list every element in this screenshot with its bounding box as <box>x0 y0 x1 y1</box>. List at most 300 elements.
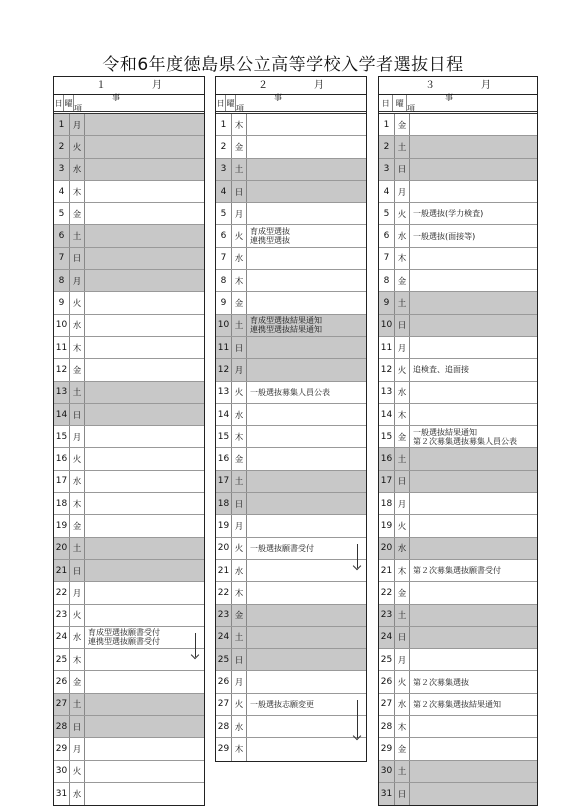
day-number: 31 <box>379 783 395 805</box>
event-cell <box>410 359 537 380</box>
day-number: 6 <box>54 225 70 246</box>
weekday: 土 <box>232 471 247 492</box>
event-cell <box>247 248 366 269</box>
weekday: 金 <box>232 605 247 626</box>
table-row <box>379 225 537 247</box>
weekday-header: 曜 <box>64 95 74 111</box>
table-row <box>379 426 537 448</box>
table-row <box>216 493 366 515</box>
weekday: 木 <box>232 270 247 291</box>
table-row <box>54 181 204 203</box>
table-row <box>54 761 204 783</box>
event-cell <box>85 538 204 559</box>
day-number: 12 <box>379 359 395 380</box>
event-cell <box>85 448 204 469</box>
event-text: 一般選抜(学力検査) <box>413 209 484 219</box>
event-header-label: 事 項 <box>407 93 537 113</box>
day-number: 10 <box>379 315 395 336</box>
table-row <box>379 783 537 805</box>
weekday: 金 <box>232 448 247 469</box>
day-number: 15 <box>379 426 395 447</box>
table-row <box>379 605 537 627</box>
event-cell <box>247 716 366 737</box>
day-number: 11 <box>379 337 395 358</box>
day-number: 3 <box>216 159 232 180</box>
table-row <box>54 515 204 537</box>
day-number: 4 <box>379 181 395 202</box>
event-cell <box>85 114 204 135</box>
weekday: 金 <box>395 426 410 447</box>
weekday: 金 <box>70 359 85 380</box>
event-cell <box>247 315 366 336</box>
table-row <box>54 716 204 738</box>
event-cell <box>85 493 204 514</box>
event-header <box>407 95 537 111</box>
table-row <box>54 203 204 225</box>
day-number: 10 <box>216 315 232 336</box>
event-cell <box>410 292 537 313</box>
day-number: 3 <box>54 159 70 180</box>
weekday: 月 <box>70 270 85 291</box>
day-number: 28 <box>54 716 70 737</box>
day-number: 20 <box>216 538 232 559</box>
day-number: 9 <box>379 292 395 313</box>
table-row <box>54 738 204 760</box>
weekday: 日 <box>395 471 410 492</box>
weekday: 火 <box>395 515 410 536</box>
table-row <box>54 315 204 337</box>
day-number: 15 <box>54 426 70 447</box>
table-row <box>216 671 366 693</box>
month-heading: ３ 月 <box>379 77 537 95</box>
weekday: 火 <box>70 605 85 626</box>
day-number: 23 <box>379 605 395 626</box>
calendar-january <box>53 76 205 806</box>
event-cell <box>410 538 537 559</box>
table-row <box>54 114 204 136</box>
weekday: 日 <box>232 337 247 358</box>
weekday: 土 <box>70 694 85 715</box>
weekday: 日 <box>395 627 410 648</box>
day-number: 17 <box>216 471 232 492</box>
day-number: 15 <box>216 426 232 447</box>
event-cell <box>85 203 204 224</box>
table-row <box>216 136 366 158</box>
day-number: 31 <box>54 783 70 805</box>
table-row <box>216 159 366 181</box>
table-row <box>379 315 537 337</box>
weekday: 木 <box>232 738 247 760</box>
event-cell <box>247 404 366 425</box>
table-row <box>54 649 204 671</box>
table-row <box>54 694 204 716</box>
day-number: 29 <box>216 738 232 760</box>
day-number: 27 <box>54 694 70 715</box>
weekday: 水 <box>232 560 247 581</box>
table-row <box>216 337 366 359</box>
weekday: 水 <box>70 159 85 180</box>
table-row <box>379 493 537 515</box>
event-cell <box>85 270 204 291</box>
event-cell <box>85 671 204 692</box>
weekday: 月 <box>395 337 410 358</box>
table-row <box>379 270 537 292</box>
weekday: 火 <box>232 382 247 403</box>
day-number: 27 <box>379 694 395 715</box>
table-row <box>216 248 366 270</box>
day-number: 28 <box>379 716 395 737</box>
day-number: 9 <box>54 292 70 313</box>
day-number: 6 <box>216 225 232 246</box>
event-cell <box>410 493 537 514</box>
event-cell <box>85 605 204 626</box>
event-header-label: 事 項 <box>236 93 366 113</box>
table-row <box>216 582 366 604</box>
event-cell <box>85 315 204 336</box>
weekday: 火 <box>70 448 85 469</box>
day-number: 21 <box>216 560 232 581</box>
day-number: 24 <box>216 627 232 648</box>
day-number: 27 <box>216 694 232 715</box>
event-cell <box>410 560 537 581</box>
table-row <box>54 783 204 805</box>
table-row <box>379 627 537 649</box>
day-number: 25 <box>216 649 232 670</box>
event-cell <box>247 627 366 648</box>
weekday: 月 <box>395 649 410 670</box>
table-row <box>216 114 366 136</box>
calendar-february <box>215 76 367 762</box>
weekday: 木 <box>70 649 85 670</box>
table-row <box>54 493 204 515</box>
day-number: 5 <box>216 203 232 224</box>
event-cell <box>410 203 537 224</box>
column-header <box>54 95 204 114</box>
weekday: 金 <box>395 582 410 603</box>
day-number: 8 <box>54 270 70 291</box>
weekday: 日 <box>232 181 247 202</box>
day-number: 18 <box>379 493 395 514</box>
table-row <box>379 738 537 760</box>
event-cell <box>410 404 537 425</box>
weekday: 火 <box>395 203 410 224</box>
event-header-label: 事 項 <box>74 93 204 113</box>
event-cell <box>85 582 204 603</box>
table-row <box>379 292 537 314</box>
day-number: 5 <box>54 203 70 224</box>
event-text: 育成型選抜願書受付 連携型選抜願書受付 <box>88 628 160 647</box>
table-row <box>216 404 366 426</box>
table-row <box>54 448 204 470</box>
weekday: 水 <box>395 382 410 403</box>
event-text: 育成型選抜 連携型選抜 <box>250 227 290 246</box>
weekday: 木 <box>232 426 247 447</box>
table-row <box>216 292 366 314</box>
event-cell <box>410 783 537 805</box>
weekday: 日 <box>232 649 247 670</box>
weekday: 土 <box>70 538 85 559</box>
event-cell <box>247 493 366 514</box>
event-cell <box>410 671 537 692</box>
day-header: 日 <box>54 95 64 111</box>
event-cell <box>85 783 204 805</box>
weekday: 木 <box>395 560 410 581</box>
event-text: 第２次募集選抜 <box>413 677 469 687</box>
weekday: 月 <box>70 426 85 447</box>
event-cell <box>410 382 537 403</box>
event-cell <box>410 649 537 670</box>
table-row <box>379 136 537 158</box>
weekday: 土 <box>70 225 85 246</box>
event-cell <box>85 225 204 246</box>
weekday: 月 <box>70 114 85 135</box>
event-cell <box>247 270 366 291</box>
event-cell <box>410 761 537 782</box>
day-number: 13 <box>54 382 70 403</box>
table-row <box>54 426 204 448</box>
weekday: 水 <box>70 471 85 492</box>
day-number: 21 <box>54 560 70 581</box>
table-row <box>216 627 366 649</box>
weekday: 水 <box>232 716 247 737</box>
weekday: 木 <box>395 404 410 425</box>
weekday: 金 <box>395 114 410 135</box>
weekday: 火 <box>232 538 247 559</box>
day-number: 24 <box>379 627 395 648</box>
day-number: 9 <box>216 292 232 313</box>
table-row <box>54 225 204 247</box>
weekday: 土 <box>395 761 410 782</box>
table-row <box>379 560 537 582</box>
day-number: 19 <box>379 515 395 536</box>
weekday: 水 <box>232 404 247 425</box>
table-row <box>216 382 366 404</box>
event-cell <box>410 605 537 626</box>
event-cell <box>247 136 366 157</box>
day-number: 11 <box>216 337 232 358</box>
table-row <box>54 404 204 426</box>
event-cell <box>247 471 366 492</box>
table-row <box>379 448 537 470</box>
weekday: 水 <box>395 694 410 715</box>
table-row <box>54 159 204 181</box>
event-cell <box>85 382 204 403</box>
weekday: 土 <box>232 315 247 336</box>
event-cell <box>410 694 537 715</box>
weekday: 日 <box>395 315 410 336</box>
weekday: 土 <box>395 136 410 157</box>
table-row <box>54 471 204 493</box>
day-number: 25 <box>379 649 395 670</box>
table-row <box>216 315 366 337</box>
event-cell <box>85 181 204 202</box>
event-cell <box>247 426 366 447</box>
table-row <box>216 359 366 381</box>
day-number: 22 <box>379 582 395 603</box>
calendar-march <box>378 76 538 806</box>
day-number: 7 <box>216 248 232 269</box>
event-cell <box>410 248 537 269</box>
event-cell <box>85 404 204 425</box>
table-row <box>379 515 537 537</box>
event-cell <box>410 315 537 336</box>
event-cell <box>410 738 537 759</box>
day-number: 4 <box>54 181 70 202</box>
table-row <box>379 337 537 359</box>
table-row <box>216 225 366 247</box>
weekday: 木 <box>395 716 410 737</box>
table-row <box>379 248 537 270</box>
weekday: 木 <box>232 582 247 603</box>
event-header <box>236 95 366 111</box>
event-cell <box>247 114 366 135</box>
month-heading: ２ 月 <box>216 77 366 95</box>
weekday: 日 <box>70 716 85 737</box>
weekday: 木 <box>70 181 85 202</box>
table-row <box>379 359 537 381</box>
weekday-header: 曜 <box>226 95 236 111</box>
event-cell <box>85 738 204 759</box>
event-cell <box>247 292 366 313</box>
event-cell <box>85 337 204 358</box>
table-row <box>216 538 366 560</box>
table-row <box>379 203 537 225</box>
weekday: 月 <box>232 515 247 536</box>
event-cell <box>410 448 537 469</box>
table-row <box>379 159 537 181</box>
day-number: 4 <box>216 181 232 202</box>
table-row <box>379 716 537 738</box>
event-cell <box>410 270 537 291</box>
event-cell <box>247 382 366 403</box>
table-row <box>379 671 537 693</box>
table-row <box>216 203 366 225</box>
event-cell <box>85 716 204 737</box>
event-cell <box>410 582 537 603</box>
day-number: 29 <box>379 738 395 759</box>
event-cell <box>85 292 204 313</box>
weekday: 火 <box>70 292 85 313</box>
day-number: 23 <box>54 605 70 626</box>
day-number: 14 <box>54 404 70 425</box>
event-cell <box>410 159 537 180</box>
day-number: 1 <box>216 114 232 135</box>
day-number: 12 <box>54 359 70 380</box>
day-number: 23 <box>216 605 232 626</box>
event-cell <box>247 448 366 469</box>
day-number: 16 <box>216 448 232 469</box>
weekday: 水 <box>395 538 410 559</box>
event-cell <box>410 181 537 202</box>
table-row <box>54 382 204 404</box>
table-row <box>216 738 366 760</box>
table-row <box>379 471 537 493</box>
table-row <box>379 114 537 136</box>
weekday: 月 <box>395 181 410 202</box>
event-cell <box>247 671 366 692</box>
day-number: 22 <box>216 582 232 603</box>
day-number: 5 <box>379 203 395 224</box>
day-number: 20 <box>379 538 395 559</box>
weekday: 火 <box>395 359 410 380</box>
event-cell <box>247 738 366 760</box>
weekday: 金 <box>232 136 247 157</box>
day-number: 8 <box>379 270 395 291</box>
event-cell <box>410 337 537 358</box>
page-title: 令和6年度徳島県公立高等学校入学者選抜日程 <box>102 55 464 75</box>
weekday: 火 <box>395 671 410 692</box>
table-row <box>216 471 366 493</box>
weekday: 金 <box>70 671 85 692</box>
weekday: 金 <box>70 203 85 224</box>
event-cell <box>410 627 537 648</box>
event-cell <box>247 605 366 626</box>
event-cell <box>85 761 204 782</box>
table-row <box>379 649 537 671</box>
event-cell <box>247 203 366 224</box>
day-number: 26 <box>54 671 70 692</box>
day-number: 2 <box>379 136 395 157</box>
weekday: 水 <box>70 627 85 648</box>
event-text: 追検査、追面接 <box>413 365 469 375</box>
day-number: 3 <box>379 159 395 180</box>
day-number: 22 <box>54 582 70 603</box>
weekday: 日 <box>232 493 247 514</box>
day-number: 16 <box>54 448 70 469</box>
event-cell <box>410 114 537 135</box>
day-number: 13 <box>216 382 232 403</box>
event-cell <box>85 515 204 536</box>
day-number: 24 <box>54 627 70 648</box>
event-cell <box>247 538 366 559</box>
weekday: 火 <box>70 761 85 782</box>
day-number: 1 <box>54 114 70 135</box>
event-cell <box>247 515 366 536</box>
day-number: 17 <box>379 471 395 492</box>
weekday: 土 <box>70 382 85 403</box>
table-row <box>216 560 366 582</box>
column-header <box>216 95 366 114</box>
day-number: 20 <box>54 538 70 559</box>
event-text: 一般選抜(面接等) <box>413 231 476 241</box>
weekday: 月 <box>70 582 85 603</box>
event-cell <box>85 426 204 447</box>
day-number: 2 <box>216 136 232 157</box>
day-number: 7 <box>54 248 70 269</box>
event-cell <box>410 471 537 492</box>
table-row <box>379 181 537 203</box>
event-cell <box>85 649 204 670</box>
table-row <box>54 671 204 693</box>
event-cell <box>247 337 366 358</box>
event-cell <box>410 136 537 157</box>
day-number: 7 <box>379 248 395 269</box>
table-row <box>216 181 366 203</box>
weekday: 火 <box>232 694 247 715</box>
day-header: 日 <box>216 95 226 111</box>
month-heading: １ 月 <box>54 77 204 95</box>
day-number: 19 <box>216 515 232 536</box>
event-cell <box>85 694 204 715</box>
day-number: 26 <box>216 671 232 692</box>
weekday: 火 <box>70 136 85 157</box>
day-number: 12 <box>216 359 232 380</box>
day-number: 18 <box>216 493 232 514</box>
day-number: 11 <box>54 337 70 358</box>
table-row <box>379 404 537 426</box>
event-text: 一般選抜志願変更 <box>250 699 314 709</box>
day-header: 日 <box>379 95 393 111</box>
